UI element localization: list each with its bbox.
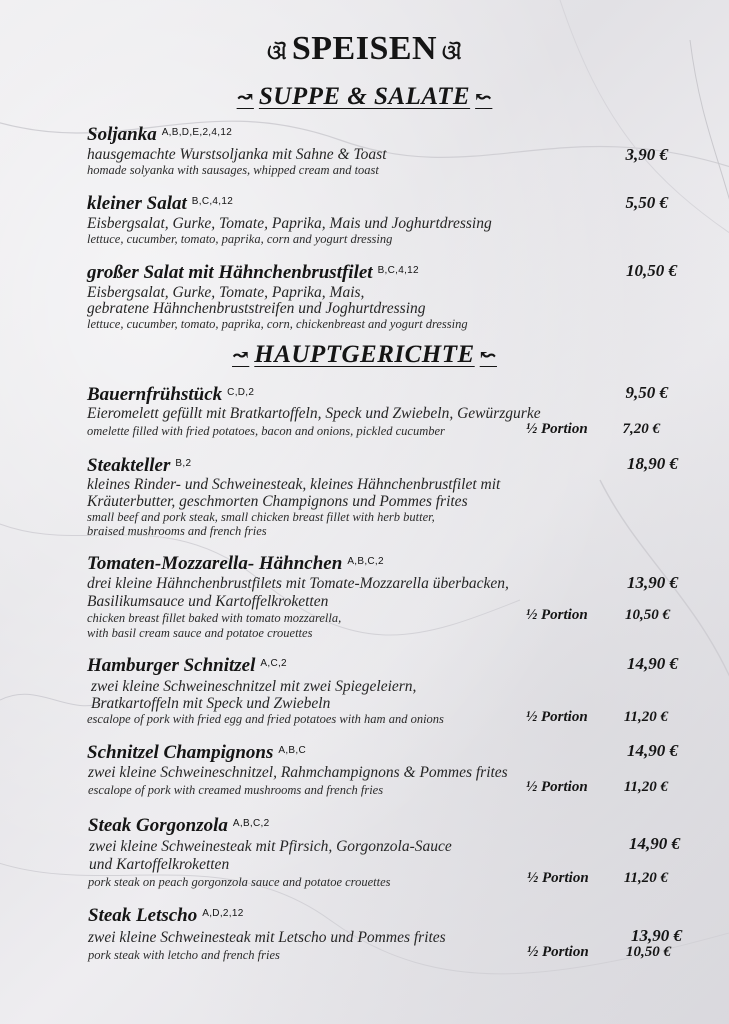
description-en: omelette filled with fried potatoes, bacon and onions, pickled cucumber bbox=[87, 424, 445, 438]
description-en: braised mushrooms and french fries bbox=[87, 524, 267, 538]
half-portion-label: ½ Portion bbox=[527, 944, 589, 960]
menu-item-name: Steak Gorgonzola $^{A,B,C,2}$ bbox=[88, 815, 270, 836]
section-title-soups: SUPPE & SALATE bbox=[258, 83, 471, 110]
half-portion-price: 11,20 € bbox=[623, 779, 668, 795]
description-en: with basil cream sauce and potatoe crouettes bbox=[87, 626, 313, 640]
description-en: pork steak on peach gorgonzola sauce and potatoe crouettes bbox=[88, 875, 391, 889]
price: 9,50 € bbox=[625, 383, 668, 402]
description-en: pork steak with letcho and french fries bbox=[88, 948, 280, 962]
price: 13,90 € bbox=[627, 573, 678, 592]
description-en: escalope of pork with creamed mushrooms and french fries bbox=[88, 783, 384, 797]
description-de: Eisbergsalat, Gurke, Tomate, Paprika, Mais und Joghurtdressing bbox=[87, 215, 492, 232]
description-de: gebratene Hähnchenbruststreifen und Joghurtdressing bbox=[87, 300, 426, 317]
price: 5,50 € bbox=[625, 193, 668, 212]
description-de: Bratkartoffeln mit Speck und Zwiebeln bbox=[91, 695, 331, 712]
price: 18,90 € bbox=[627, 454, 678, 473]
allergen-codes: B,C,4,12 bbox=[377, 265, 419, 276]
price: 13,90 € bbox=[631, 926, 682, 945]
price: 14,90 € bbox=[627, 741, 678, 760]
half-portion-price: 7,20 € bbox=[622, 421, 660, 437]
half-portion-label: ½ Portion bbox=[526, 709, 588, 725]
description-en: homade solyanka with sausages, whipped cream and toast bbox=[87, 163, 379, 177]
menu-item-name: Tomaten-Mozzarella- Hähnchen $^{A,B,C,2}$ bbox=[87, 553, 384, 574]
half-portion-label: ½ Portion bbox=[526, 607, 588, 623]
description-de: zwei kleine Schweineschnitzel mit zwei Spiegeleiern, bbox=[91, 678, 417, 695]
allergen-codes: A,B,C,2 bbox=[347, 556, 384, 567]
description-de: Eieromelett gefüllt mit Bratkartoffeln, Speck und Zwiebeln, Gewürzgurke bbox=[87, 405, 541, 422]
menu-item-name: Hamburger Schnitzel $^{A,C,2}$ bbox=[87, 655, 287, 676]
menu-item-name: kleiner Salat $^{B,C,4,12}$ bbox=[87, 193, 234, 214]
ornament-left-icon: ଔ bbox=[267, 42, 287, 64]
description-en: escalope of pork with fried egg and fried potatoes with ham and onions bbox=[87, 712, 444, 726]
description-de: zwei kleine Schweineschnitzel, Rahmchampignons & Pommes frites bbox=[88, 764, 508, 781]
allergen-codes: B,C,4,12 bbox=[191, 196, 234, 207]
flourish-right-icon: ↜ bbox=[475, 87, 493, 109]
half-portion-price: 10,50 € bbox=[625, 607, 670, 623]
description-de: zwei kleine Schweinesteak mit Letscho und Pommes frites bbox=[88, 929, 446, 946]
price: 14,90 € bbox=[629, 834, 680, 853]
menu-item-name: Soljanka $^{A,B,D,E,2,4,12}$ bbox=[87, 124, 233, 145]
half-portion-label: ½ Portion bbox=[526, 421, 588, 437]
flourish-left-icon: ↝ bbox=[236, 87, 254, 109]
description-de: hausgemachte Wurstsoljanka mit Sahne & Toast bbox=[87, 146, 387, 163]
allergen-codes: C,D,2 bbox=[227, 387, 255, 398]
allergen-codes: A,B,C bbox=[278, 745, 306, 756]
menu-title bbox=[0, 30, 729, 68]
price: 3,90 € bbox=[625, 145, 668, 164]
description-de: zwei kleine Schweinesteak mit Pfirsich, Gorgonzola-Sauce bbox=[89, 838, 452, 855]
section-heading-mains bbox=[0, 341, 729, 369]
description-en: small beef and pork steak, small chicken breast fillet with herb butter, bbox=[87, 510, 435, 524]
section-title-mains: HAUPTGERICHTE bbox=[254, 341, 475, 368]
description-en: lettuce, cucumber, tomato, paprika, corn and yogurt dressing bbox=[87, 232, 393, 246]
half-portion-label: ½ Portion bbox=[526, 779, 588, 795]
description-de: Basilikumsauce und Kartoffelkroketten bbox=[87, 593, 329, 610]
half-portion-price: 11,20 € bbox=[623, 709, 668, 725]
menu-item-name: großer Salat mit Hähnchenbrustfilet $^{B,C,4,12}$ bbox=[87, 262, 419, 283]
flourish-left-icon: ↝ bbox=[232, 345, 250, 367]
allergen-codes: A,C,2 bbox=[260, 658, 287, 669]
half-portion-price: 10,50 € bbox=[626, 944, 671, 960]
menu-item-name: Steakteller $^{B,2}$ bbox=[87, 455, 192, 476]
description-de: und Kartoffelkroketten bbox=[89, 856, 230, 873]
allergen-codes: B,2 bbox=[175, 458, 192, 469]
half-portion-label: ½ Portion bbox=[527, 870, 589, 886]
ornament-right-icon: ଔ bbox=[442, 42, 462, 64]
allergen-codes: A,B,D,E,2,4,12 bbox=[161, 127, 233, 138]
price: 14,90 € bbox=[627, 654, 678, 673]
menu-item-name: Schnitzel Champignons $^{A,B,C}$ bbox=[87, 742, 306, 763]
half-portion-price: 11,20 € bbox=[623, 870, 668, 886]
menu-title-text: SPEISEN bbox=[291, 30, 438, 67]
description-en: chicken breast fillet baked with tomato mozzarella, bbox=[87, 611, 342, 625]
description-de: drei kleine Hähnchenbrustfilets mit Tomate-Mozzarella überbacken, bbox=[87, 575, 509, 592]
price: 10,50 € bbox=[626, 261, 677, 280]
description-de: kleines Rinder- und Schweinesteak, kleines Hähnchenbrustfilet mit bbox=[87, 476, 501, 493]
allergen-codes: A,B,C,2 bbox=[232, 818, 270, 829]
description-de: Eisbergsalat, Gurke, Tomate, Paprika, Mais, bbox=[87, 284, 365, 301]
flourish-right-icon: ↜ bbox=[479, 345, 497, 367]
allergen-codes: A,D,2,12 bbox=[202, 908, 244, 919]
description-en: lettuce, cucumber, tomato, paprika, corn, chickenbreast and yogurt dressing bbox=[87, 317, 468, 331]
description-de: Kräuterbutter, geschmorten Champignons und Pommes frites bbox=[87, 493, 468, 510]
menu-item-name: Steak Letscho $^{A,D,2,12}$ bbox=[88, 905, 244, 926]
section-heading-soups bbox=[0, 83, 729, 111]
menu-item-name: Bauernfrühstück $^{C,D,2}$ bbox=[87, 384, 255, 405]
